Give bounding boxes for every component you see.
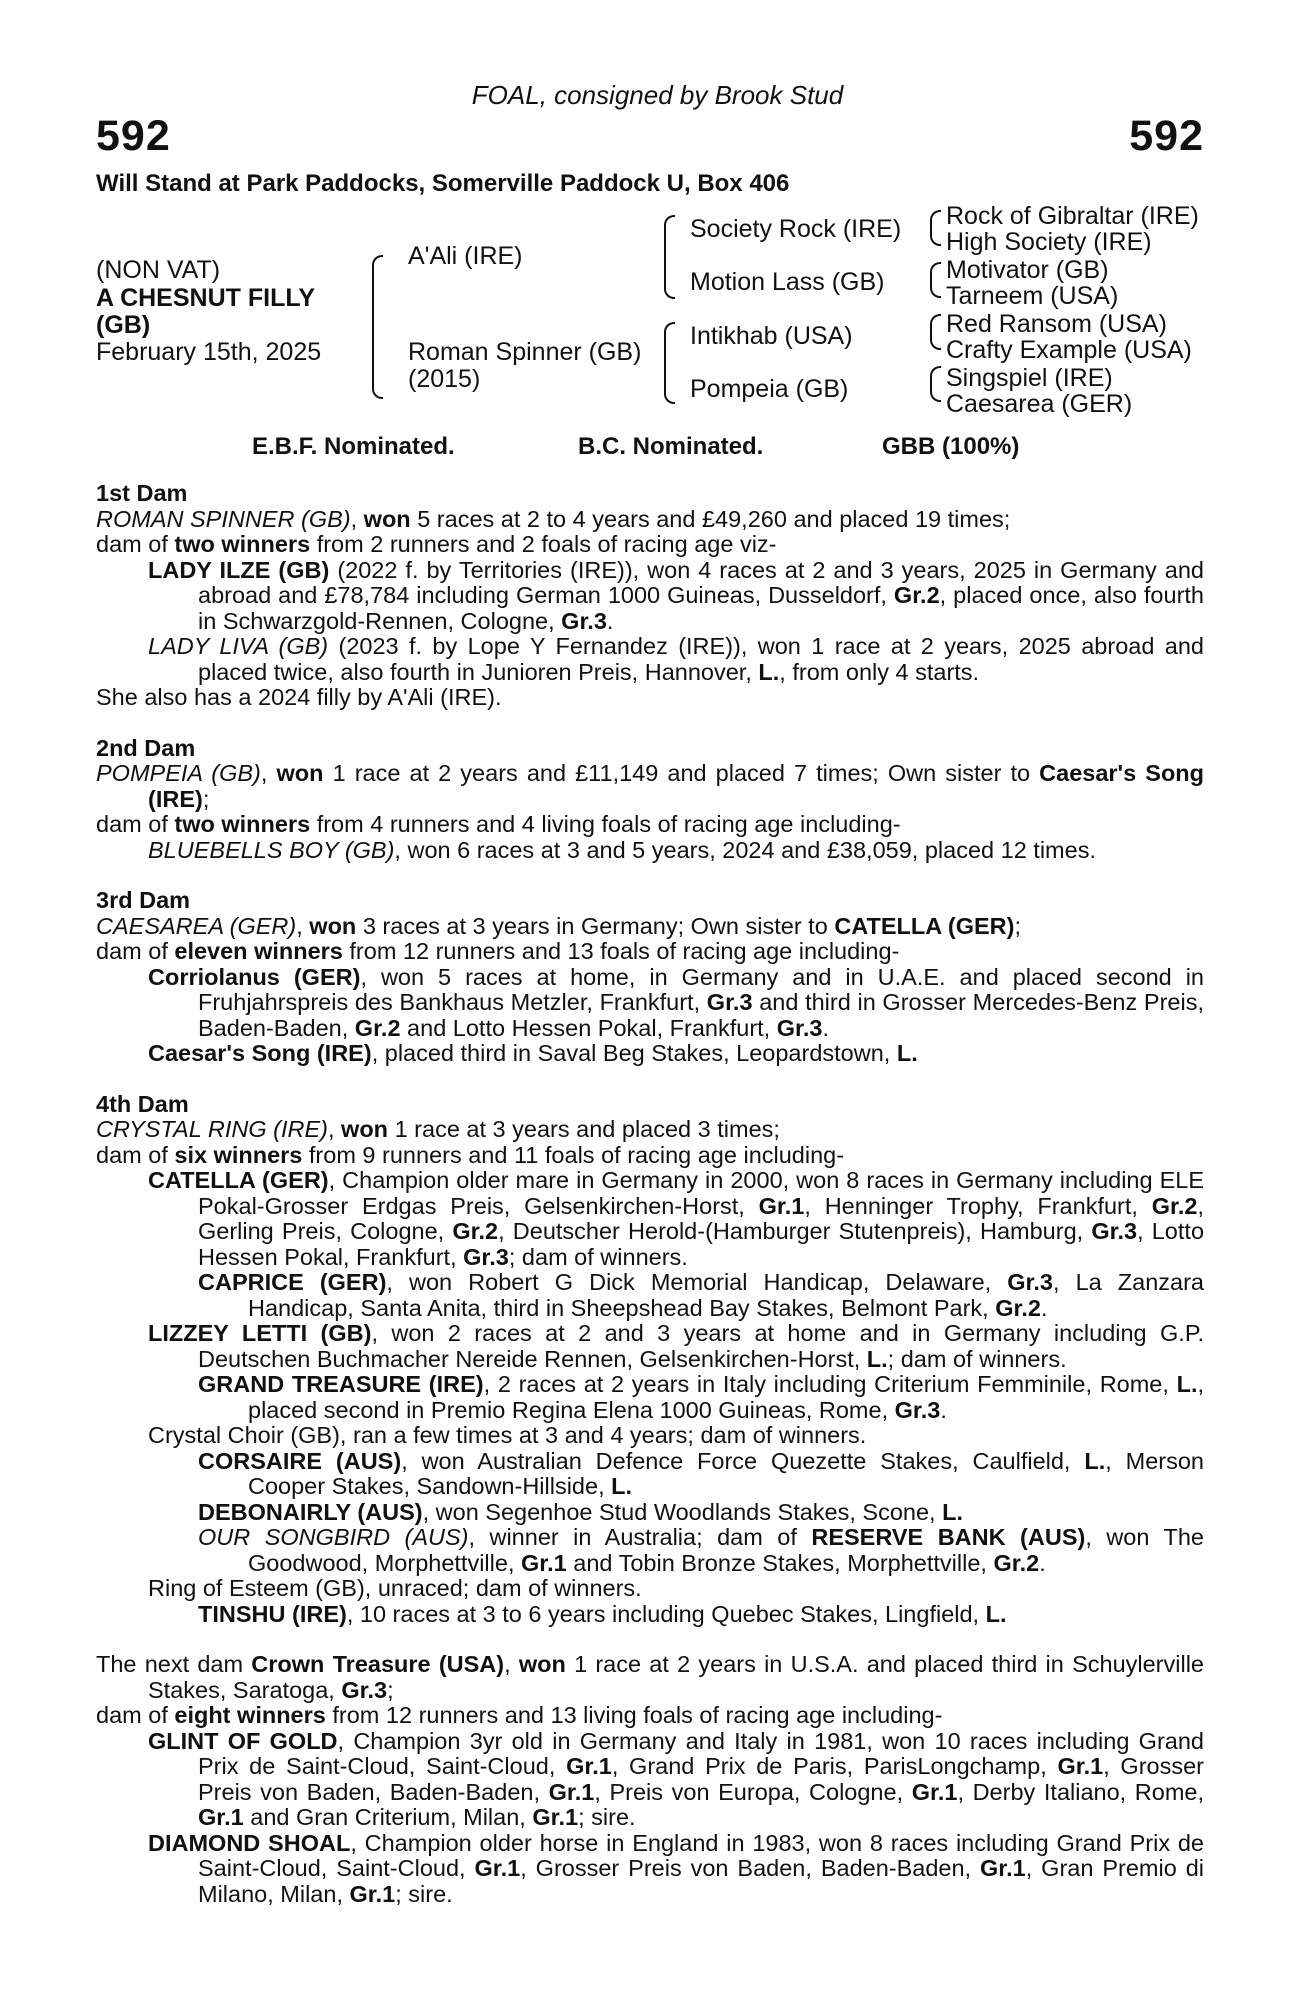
lot-number-right: 592 (1129, 112, 1204, 160)
record-line: DEBONAIRLY (AUS), won Segenhoe Stud Woodlands Stakes, Scone, L. (198, 1498, 964, 1525)
ddd-name: Caesarea (GER) (946, 390, 1133, 418)
bc-nomination: B.C. Nominated. (578, 433, 764, 460)
record-line: POMPEIA (GB), won 1 race at 2 years and £11,149 and placed 7 times; Own sister to Caesar's Song (IRE); (96, 760, 1205, 812)
dsd-name: Crafty Example (USA) (946, 336, 1192, 364)
foaling-date: February 15th, 2025 (96, 338, 322, 366)
lot-number-left: 592 (96, 112, 171, 160)
dam-name: Roman Spinner (GB) (408, 338, 642, 366)
pedigree-brace (930, 366, 941, 402)
record-line: ROMAN SPINNER (GB), won 5 races at 2 to 4 years and £49,260 and placed 19 times; (96, 505, 1011, 532)
record-line: Crystal Choir (GB), ran a few times at 3 and 4 years; dam of winners. (148, 1422, 867, 1448)
section-heading: 4th Dam (96, 1090, 189, 1117)
lot-title: A CHESNUT FILLY (96, 284, 315, 312)
ebf-nomination: E.B.F. Nominated. (252, 433, 455, 460)
pedigree-brace (930, 262, 941, 298)
record-line: CAPRICE (GER), won Robert G Dick Memorial Handicap, Delaware, Gr.3, La Zanzara Handicap, Santa Anita, third in Sheepshead Bay Stakes, Belmont Park, Gr.2. (198, 1269, 1204, 1321)
sire-dam: Motion Lass (GB) (690, 268, 885, 296)
record-line: CRYSTAL RING (IRE), won 1 race at 3 years and placed 3 times; (96, 1116, 780, 1142)
record-line: OUR SONGBIRD (AUS), winner in Australia; dam of RESERVE BANK (AUS), won The Goodwood, Morphettville, Gr.1 and Tobin Bronze Stakes, Morphettville, Gr.2. (198, 1524, 1204, 1576)
record-line: dam of eleven winners from 12 runners and 13 foals of racing age including- (96, 938, 900, 964)
dam-section (96, 1652, 1204, 1907)
record-line: GLINT OF GOLD, Champion 3yr old in Germany and Italy in 1981, won 10 races including Grand Prix de Saint-Cloud, Saint-Cloud, Gr.1, Grand Prix de Paris, ParisLongchamp, Gr.1, Grosser Preis von Baden, Baden-Baden, Gr.1, Preis von Europa, Cologne, Gr.1, Derby Italiano, Rome, Gr.1 and Gran Criterium, Milan, Gr.1; sire. (148, 1727, 1205, 1830)
record-line: dam of two winners from 2 runners and 2 foals of racing age viz- (96, 531, 777, 557)
record-line: LADY ILZE (GB) (2022 f. by Territories (IRE)), won 4 races at 2 and 3 years, 2025 in Germany and abroad and £78,784 including German 1000 Guineas, Dusseldorf, Gr.2, placed once, also fourth in Schwarzgold-Rennen, Cologne, Gr.3. (148, 556, 1205, 634)
dam-year: (2015) (408, 365, 481, 393)
pedigree-brace (930, 210, 941, 246)
record-line: DIAMOND SHOAL, Champion older horse in England in 1983, won 8 races including Grand Prix de Saint-Cloud, Saint-Cloud, Gr.1, Grosser Preis von Baden, Baden-Baden, Gr.1, Gran Premio di Milano, Milan, Gr.1; sire. (148, 1829, 1204, 1907)
record-line: CAESAREA (GER), won 3 races at 3 years in Germany; Own sister to CATELLA (GER); (96, 912, 1021, 939)
pedigree-brace (664, 215, 675, 299)
record-line: LIZZEY LETTI (GB), won 2 races at 2 and 3 years at home and in Germany including G.P. Deutschen Buchmacher Nereide Rennen, Gelsenkirchen-Horst, L.; dam of winners. (148, 1320, 1204, 1372)
pedigree-brace (372, 255, 383, 399)
dam-section (96, 736, 1204, 864)
section-heading: 2nd Dam (96, 734, 196, 761)
lot-title-country: (GB) (96, 311, 151, 339)
record-line: The next dam Crown Treasure (USA), won 1 race at 2 years in U.S.A. and placed third in Schuylerville Stakes, Saratoga, Gr.3; (96, 1651, 1204, 1703)
gbb-status: GBB (100%) (882, 433, 1020, 460)
record-line: BLUEBELLS BOY (GB), won 6 races at 3 and 5 years, 2024 and £38,059, placed 12 times. (148, 836, 1096, 863)
record-line: LADY LIVA (GB) (2023 f. by Lope Y Fernandez (IRE)), won 1 race at 2 years, 2025 abroad and placed twice, also fourth in Junioren Preis, Hannover, L., from only 4 starts. (148, 633, 1205, 685)
sds-name: Motivator (GB) (946, 256, 1109, 284)
dds-name: Singspiel (IRE) (946, 364, 1113, 392)
dam-section (96, 888, 1204, 1067)
sdd-name: Tarneem (USA) (946, 282, 1119, 310)
record-line: Ring of Esteem (GB), unraced; dam of winners. (148, 1575, 642, 1601)
record-line: dam of two winners from 4 runners and 4 living foals of racing age including- (96, 811, 901, 837)
produce-record (96, 481, 1204, 1907)
sire-name: A'Ali (IRE) (408, 242, 523, 270)
record-line: dam of six winners from 9 runners and 11 foals of racing age including- (96, 1141, 845, 1168)
section-heading: 1st Dam (96, 480, 188, 506)
stand-location: Will Stand at Park Paddocks, Somerville Paddock U, Box 406 (96, 170, 790, 197)
record-line: dam of eight winners from 12 runners and 13 living foals of racing age including- (96, 1702, 943, 1728)
record-line: She also has a 2024 filly by A'Ali (IRE). (96, 684, 502, 710)
record-line: CORSAIRE (AUS), won Australian Defence Force Quezette Stakes, Caulfield, L., Merson Cooper Stakes, Sandown-Hillside, L. (198, 1447, 1204, 1499)
ssd-name: High Society (IRE) (946, 228, 1152, 256)
record-line: Caesar's Song (IRE), placed third in Saval Beg Stakes, Leopardstown, L. (148, 1040, 918, 1066)
pedigree-brace (930, 314, 941, 350)
consignment-line: FOAL, consigned by Brook Stud (471, 80, 844, 110)
record-line: Corriolanus (GER), won 5 races at home, in Germany and in U.A.E. and placed second in Fruhjahrspreis des Bankhaus Metzler, Frankfurt, Gr.3 and third in Grosser Mercedes-Benz Preis, Baden-Baden, Gr.2 and Lotto Hessen Pokal, Frankfurt, Gr.3. (148, 963, 1205, 1041)
dam-dam: Pompeia (GB) (690, 375, 849, 403)
vat-status: (NON VAT) (96, 256, 221, 284)
dam-section (96, 1092, 1204, 1628)
sire-sire: Society Rock (IRE) (690, 215, 902, 243)
record-line: TINSHU (IRE), 10 races at 3 to 6 years including Quebec Stakes, Lingfield, L. (198, 1600, 1007, 1627)
dam-section (96, 481, 1204, 711)
dss-name: Red Ransom (USA) (946, 310, 1167, 338)
sss-name: Rock of Gibraltar (IRE) (946, 202, 1199, 230)
record-line: GRAND TREASURE (IRE), 2 races at 2 years in Italy including Criterium Femminile, Rome, L., placed second in Premio Regina Elena 1000 Guineas, Rome, Gr.3. (198, 1371, 1205, 1423)
section-heading: 3rd Dam (96, 887, 191, 913)
dam-sire: Intikhab (USA) (690, 322, 853, 350)
pedigree-brace (664, 322, 675, 404)
record-line: CATELLA (GER), Champion older mare in Germany in 2000, won 8 races in Germany including ELE Pokal-Grosser Erdgas Preis, Gelsenkirchen-Horst, Gr.1, Henninger Trophy, Frankfurt, Gr.2, Gerling Preis, Cologne, Gr.2, Deutscher Herold-(Hamburger Stutenpreis), Hamburg, Gr.3, Lotto Hessen Pokal, Frankfurt, Gr.3; dam of winners. (148, 1167, 1205, 1270)
